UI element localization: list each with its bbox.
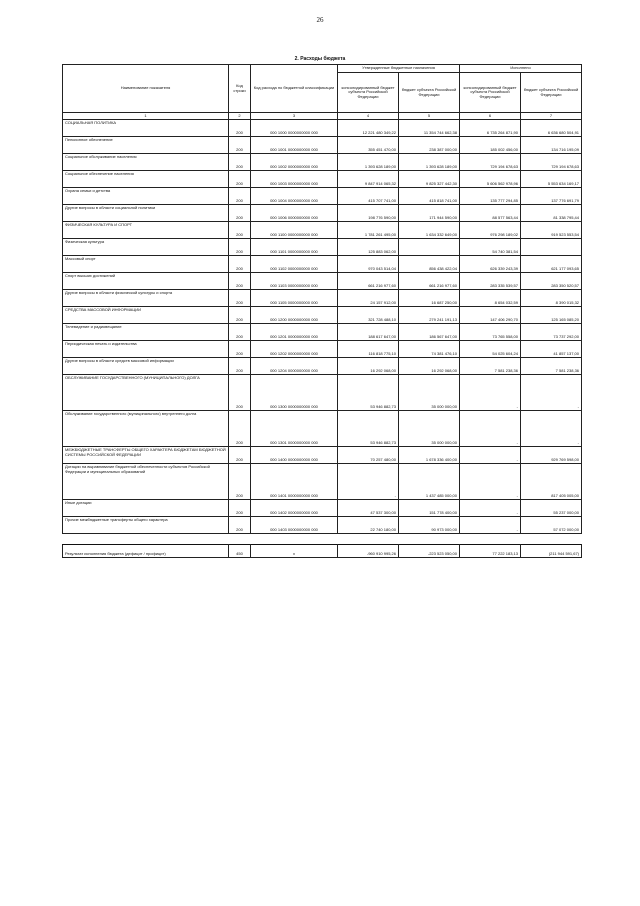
column-number: 6 bbox=[460, 113, 521, 120]
row-approved-consolidated: 661 216 977,60 bbox=[338, 273, 399, 290]
row-executed-subject: 81 338 795,44 bbox=[521, 205, 582, 222]
row-approved-subject: 16 292 068,00 bbox=[399, 358, 460, 375]
result-executed-subject: (211 944 591,67) bbox=[521, 545, 582, 558]
row-classification-code: 000 1103 0000000000 000 bbox=[251, 273, 338, 290]
row-name: Массовый спорт bbox=[63, 256, 229, 273]
row-executed-consolidated: 283 335 539,57 bbox=[460, 273, 521, 290]
row-executed-subject: 7 581 238,36 bbox=[521, 358, 582, 375]
header-executed-subject: бюджет субъекта Российской Федерации bbox=[521, 73, 582, 113]
row-executed-subject bbox=[521, 239, 582, 256]
row-classification-code: 000 1403 0000000000 000 bbox=[251, 517, 338, 534]
row-approved-consolidated: 1 393 628 189,00 bbox=[338, 154, 399, 171]
table-row bbox=[63, 137, 582, 154]
row-approved-subject: 1 437 485 000,00 bbox=[399, 464, 460, 500]
row-classification-code: 000 1202 0000000000 000 bbox=[251, 341, 338, 358]
row-classification-code: 000 1001 0000000000 000 bbox=[251, 137, 338, 154]
row-line-code: 200 bbox=[229, 517, 251, 534]
row-line-code: 200 bbox=[229, 290, 251, 307]
result-name: Результат исполнения бюджета (дефицит / профицит) bbox=[63, 545, 229, 558]
row-line-code: 200 bbox=[229, 500, 251, 517]
row-classification-code: 000 1006 0000000000 000 bbox=[251, 205, 338, 222]
row-classification-code: 000 1200 0000000000 000 bbox=[251, 307, 338, 324]
spacer-row bbox=[63, 534, 582, 545]
table-row bbox=[63, 411, 582, 447]
row-approved-consolidated: 321 728 488,10 bbox=[338, 307, 399, 324]
result-row bbox=[63, 545, 582, 558]
row-executed-subject: 41 857 137,00 bbox=[521, 341, 582, 358]
row-line-code: 200 bbox=[229, 375, 251, 411]
row-approved-consolidated: 22 740 180,00 bbox=[338, 517, 399, 534]
row-name: СОЦИАЛЬНАЯ ПОЛИТИКА bbox=[63, 120, 229, 137]
table-row bbox=[63, 358, 582, 375]
row-approved-consolidated: 970 043 514,04 bbox=[338, 256, 399, 273]
row-approved-subject: 16 687 250,00 bbox=[399, 290, 460, 307]
row-line-code: 200 bbox=[229, 341, 251, 358]
row-executed-consolidated: 976 298 189,02 bbox=[460, 222, 521, 239]
row-executed-subject: 57 072 000,00 bbox=[521, 517, 582, 534]
row-classification-code: 000 1204 0000000000 000 bbox=[251, 358, 338, 375]
row-classification-code: 000 1402 0000000000 000 bbox=[251, 500, 338, 517]
row-executed-consolidated: 88 577 563,44 bbox=[460, 205, 521, 222]
row-line-code: 200 bbox=[229, 273, 251, 290]
row-executed-consolidated: 147 406 290,70 bbox=[460, 307, 521, 324]
row-executed-consolidated: 626 339 243,39 bbox=[460, 256, 521, 273]
row-name: ФИЗИЧЕСКАЯ КУЛЬТУРА И СПОРТ bbox=[63, 222, 229, 239]
row-line-code: 200 bbox=[229, 358, 251, 375]
row-line-code: 200 bbox=[229, 171, 251, 188]
row-executed-consolidated: 135 777 294,85 bbox=[460, 188, 521, 205]
row-executed-subject: 8 390 015,32 bbox=[521, 290, 582, 307]
table-row bbox=[63, 154, 582, 171]
row-approved-subject: 90 973 000,00 bbox=[399, 517, 460, 534]
result-classification-code: x bbox=[251, 545, 338, 558]
table-row bbox=[63, 500, 582, 517]
row-approved-subject: 151 778 400,00 bbox=[399, 500, 460, 517]
row-approved-subject: 35 000 000,00 bbox=[399, 411, 460, 447]
section-title: 2. Расходы бюджета bbox=[294, 56, 346, 62]
row-executed-consolidated: 5 606 562 978,96 bbox=[460, 171, 521, 188]
row-executed-consolidated: - bbox=[460, 500, 521, 517]
row-executed-subject: 283 350 520,57 bbox=[521, 273, 582, 290]
row-classification-code: 000 1400 0000000000 000 bbox=[251, 447, 338, 464]
row-executed-subject: 5 553 634 169,17 bbox=[521, 171, 582, 188]
row-line-code: 200 bbox=[229, 239, 251, 256]
header-classification-code: Код расхода по бюджетной классификации bbox=[251, 65, 338, 113]
row-approved-subject: 238 387 000,00 bbox=[399, 137, 460, 154]
row-line-code: 200 bbox=[229, 120, 251, 137]
table-section-row bbox=[63, 222, 582, 239]
column-number: 2 bbox=[229, 113, 251, 120]
row-executed-subject: 729 194 678,63 bbox=[521, 154, 582, 171]
result-line-code: 450 bbox=[229, 545, 251, 558]
row-name: Пенсионное обеспечение bbox=[63, 137, 229, 154]
row-classification-code: 000 1201 0000000000 000 bbox=[251, 324, 338, 341]
table-section-row bbox=[63, 375, 582, 411]
table-row bbox=[63, 205, 582, 222]
row-executed-consolidated: - bbox=[460, 517, 521, 534]
row-approved-consolidated: 125 883 062,00 bbox=[338, 239, 399, 256]
header-approved-consolidated: консолидированный бюджет субъекта Российской Федерации bbox=[338, 73, 399, 113]
row-name: Обслуживание государственного (муниципального) внутреннего долга bbox=[63, 411, 229, 447]
row-approved-subject bbox=[399, 239, 460, 256]
row-approved-consolidated: 16 292 068,00 bbox=[338, 358, 399, 375]
row-approved-subject: 11 354 744 662,38 bbox=[399, 120, 460, 137]
row-approved-subject: 661 216 977,60 bbox=[399, 273, 460, 290]
row-executed-consolidated: 54 740 381,54 bbox=[460, 239, 521, 256]
row-classification-code: 000 1003 0000000000 000 bbox=[251, 171, 338, 188]
row-executed-subject: 621 177 093,65 bbox=[521, 256, 582, 273]
table-row bbox=[63, 517, 582, 534]
row-executed-consolidated: - bbox=[460, 464, 521, 500]
row-approved-subject: 186 567 647,00 bbox=[399, 324, 460, 341]
table-section-row bbox=[63, 447, 582, 464]
row-approved-consolidated: 116 818 775,10 bbox=[338, 341, 399, 358]
row-name: Иные дотации bbox=[63, 500, 229, 517]
row-line-code: 200 bbox=[229, 256, 251, 273]
row-approved-subject: 171 944 590,00 bbox=[399, 205, 460, 222]
row-executed-subject: 137 776 691,79 bbox=[521, 188, 582, 205]
row-name: Социальное обслуживание населения bbox=[63, 154, 229, 171]
budget-expenses-table bbox=[62, 64, 582, 558]
row-executed-consolidated: 54 025 604,24 bbox=[460, 341, 521, 358]
row-classification-code: 000 1002 0000000000 000 bbox=[251, 154, 338, 171]
row-name: Другие вопросы в области физической культуры и спорта bbox=[63, 290, 229, 307]
row-executed-subject: 125 165 085,20 bbox=[521, 307, 582, 324]
row-executed-consolidated: 8 654 032,59 bbox=[460, 290, 521, 307]
table-section-row bbox=[63, 307, 582, 324]
table-row bbox=[63, 290, 582, 307]
table-row bbox=[63, 239, 582, 256]
row-executed-consolidated: - bbox=[460, 375, 521, 411]
column-number: 3 bbox=[251, 113, 338, 120]
column-number: 1 bbox=[63, 113, 229, 120]
row-classification-code: 000 1000 0000000000 000 bbox=[251, 120, 338, 137]
header-executed-consolidated: консолидированный бюджет субъекта Российской Федерации bbox=[460, 73, 521, 113]
row-executed-subject: 55 237 000,00 bbox=[521, 500, 582, 517]
row-executed-subject: - bbox=[521, 411, 582, 447]
column-number: 7 bbox=[521, 113, 582, 120]
row-name: Прочие межбюджетные трансферты общего характера bbox=[63, 517, 229, 534]
column-number-row bbox=[63, 113, 582, 120]
header-approved-group: Утвержденные бюджетные назначения bbox=[338, 65, 460, 73]
row-classification-code: 000 1301 0000000000 000 bbox=[251, 411, 338, 447]
row-name: Спорт высших достижений bbox=[63, 273, 229, 290]
row-approved-subject: 279 241 191,13 bbox=[399, 307, 460, 324]
row-executed-subject: 929 769 598,00 bbox=[521, 447, 582, 464]
table-row bbox=[63, 273, 582, 290]
row-name: ОБСЛУЖИВАНИЕ ГОСУДАРСТВЕННОГО (МУНИЦИПАЛЬНОГО) ДОЛГА bbox=[63, 375, 229, 411]
row-classification-code: 000 1102 0000000000 000 bbox=[251, 256, 338, 273]
row-name: Физическая культура bbox=[63, 239, 229, 256]
row-classification-code: 000 1101 0000000000 000 bbox=[251, 239, 338, 256]
table-row bbox=[63, 171, 582, 188]
row-executed-consolidated: 729 194 678,63 bbox=[460, 154, 521, 171]
row-approved-consolidated: 12 221 480 349,22 bbox=[338, 120, 399, 137]
header-approved-subject: бюджет субъекта Российской Федерации bbox=[399, 73, 460, 113]
row-executed-subject: - bbox=[521, 375, 582, 411]
row-line-code: 200 bbox=[229, 447, 251, 464]
row-approved-consolidated: 415 707 741,00 bbox=[338, 188, 399, 205]
row-approved-subject: 1 634 332 649,00 bbox=[399, 222, 460, 239]
row-name: МЕЖБЮДЖЕТНЫЕ ТРАНСФЕРТЫ ОБЩЕГО ХАРАКТЕРА БЮДЖЕТАМ БЮДЖЕТНОЙ СИСТЕМЫ РОССИЙСКОЙ ФЕДЕРАЦИИ bbox=[63, 447, 229, 464]
table-row bbox=[63, 256, 582, 273]
table-row bbox=[63, 464, 582, 500]
row-approved-subject: 74 381 476,10 bbox=[399, 341, 460, 358]
row-approved-consolidated: 9 847 914 065,32 bbox=[338, 171, 399, 188]
row-name: Периодическая печать и издательства bbox=[63, 341, 229, 358]
row-name: Другие вопросы в области средств массовой информации bbox=[63, 358, 229, 375]
page-number: 26 bbox=[316, 16, 324, 24]
result-executed-consolidated: 77 222 183,13 bbox=[460, 545, 521, 558]
row-name: Другие вопросы в области социальной политики bbox=[63, 205, 229, 222]
header-executed-group: Исполнено bbox=[460, 65, 582, 73]
row-name: Социальное обеспечение населения bbox=[63, 171, 229, 188]
row-line-code: 200 bbox=[229, 137, 251, 154]
row-approved-consolidated: 188 617 647,00 bbox=[338, 324, 399, 341]
row-executed-subject: 73 737 292,00 bbox=[521, 324, 582, 341]
row-executed-subject: 6 636 680 504,91 bbox=[521, 120, 582, 137]
result-section bbox=[63, 534, 582, 558]
row-name: Телевидение и радиовещание bbox=[63, 324, 229, 341]
row-executed-subject: 919 523 553,54 bbox=[521, 222, 582, 239]
row-approved-consolidated: 24 157 912,00 bbox=[338, 290, 399, 307]
row-approved-subject: 9 825 327 442,30 bbox=[399, 171, 460, 188]
row-line-code: 200 bbox=[229, 154, 251, 171]
row-classification-code: 000 1105 0000000000 000 bbox=[251, 290, 338, 307]
row-executed-consolidated: - bbox=[460, 447, 521, 464]
row-classification-code: 000 1004 0000000000 000 bbox=[251, 188, 338, 205]
row-approved-consolidated: 70 257 480,00 bbox=[338, 447, 399, 464]
row-line-code: 200 bbox=[229, 205, 251, 222]
row-executed-subject: 134 716 195,09 bbox=[521, 137, 582, 154]
result-approved-subject: -223 523 050,00 bbox=[399, 545, 460, 558]
row-approved-subject: 1 393 628 189,00 bbox=[399, 154, 460, 171]
row-classification-code: 000 1300 0000000000 000 bbox=[251, 375, 338, 411]
table-row bbox=[63, 324, 582, 341]
row-name: Охрана семьи и детства bbox=[63, 188, 229, 205]
row-name: СРЕДСТВА МАССОВОЙ ИНФОРМАЦИИ bbox=[63, 307, 229, 324]
row-approved-subject: 1 678 336 400,00 bbox=[399, 447, 460, 464]
row-approved-consolidated: 47 537 300,00 bbox=[338, 500, 399, 517]
row-line-code: 200 bbox=[229, 324, 251, 341]
row-classification-code: 000 1401 0000000000 000 bbox=[251, 464, 338, 500]
row-approved-consolidated: - bbox=[338, 464, 399, 500]
column-number: 4 bbox=[338, 113, 399, 120]
table-row bbox=[63, 341, 582, 358]
column-number: 5 bbox=[399, 113, 460, 120]
row-approved-subject: 35 000 000,00 bbox=[399, 375, 460, 411]
row-line-code: 200 bbox=[229, 307, 251, 324]
row-executed-subject: 817 405 005,00 bbox=[521, 464, 582, 500]
row-executed-consolidated: 185 002 456,00 bbox=[460, 137, 521, 154]
header-line-code: Код строки bbox=[229, 65, 251, 113]
row-approved-consolidated: 53 946 882,73 bbox=[338, 411, 399, 447]
row-executed-consolidated: 6 735 264 871,90 bbox=[460, 120, 521, 137]
header-name: Наименование показателя bbox=[63, 65, 229, 113]
table-body bbox=[63, 120, 582, 534]
row-classification-code: 000 1100 0000000000 000 bbox=[251, 222, 338, 239]
result-approved-consolidated: -960 910 995,26 bbox=[338, 545, 399, 558]
row-line-code: 200 bbox=[229, 411, 251, 447]
row-line-code: 200 bbox=[229, 464, 251, 500]
table-section-row bbox=[63, 120, 582, 137]
row-line-code: 200 bbox=[229, 188, 251, 205]
row-approved-consolidated: 53 946 882,73 bbox=[338, 375, 399, 411]
row-name: Дотации на выравнивание бюджетной обеспеченности субъектов Российской Федерации и муниципальных образований bbox=[63, 464, 229, 500]
table-row bbox=[63, 188, 582, 205]
row-executed-consolidated: 7 581 238,36 bbox=[460, 358, 521, 375]
row-approved-subject: 856 438 422,04 bbox=[399, 256, 460, 273]
row-executed-consolidated: - bbox=[460, 411, 521, 447]
row-approved-consolidated: 355 451 470,00 bbox=[338, 137, 399, 154]
row-approved-consolidated: 198 776 590,00 bbox=[338, 205, 399, 222]
row-line-code: 200 bbox=[229, 222, 251, 239]
row-approved-subject: 415 818 741,00 bbox=[399, 188, 460, 205]
row-executed-consolidated: 73 765 558,00 bbox=[460, 324, 521, 341]
row-approved-consolidated: 1 781 261 495,00 bbox=[338, 222, 399, 239]
